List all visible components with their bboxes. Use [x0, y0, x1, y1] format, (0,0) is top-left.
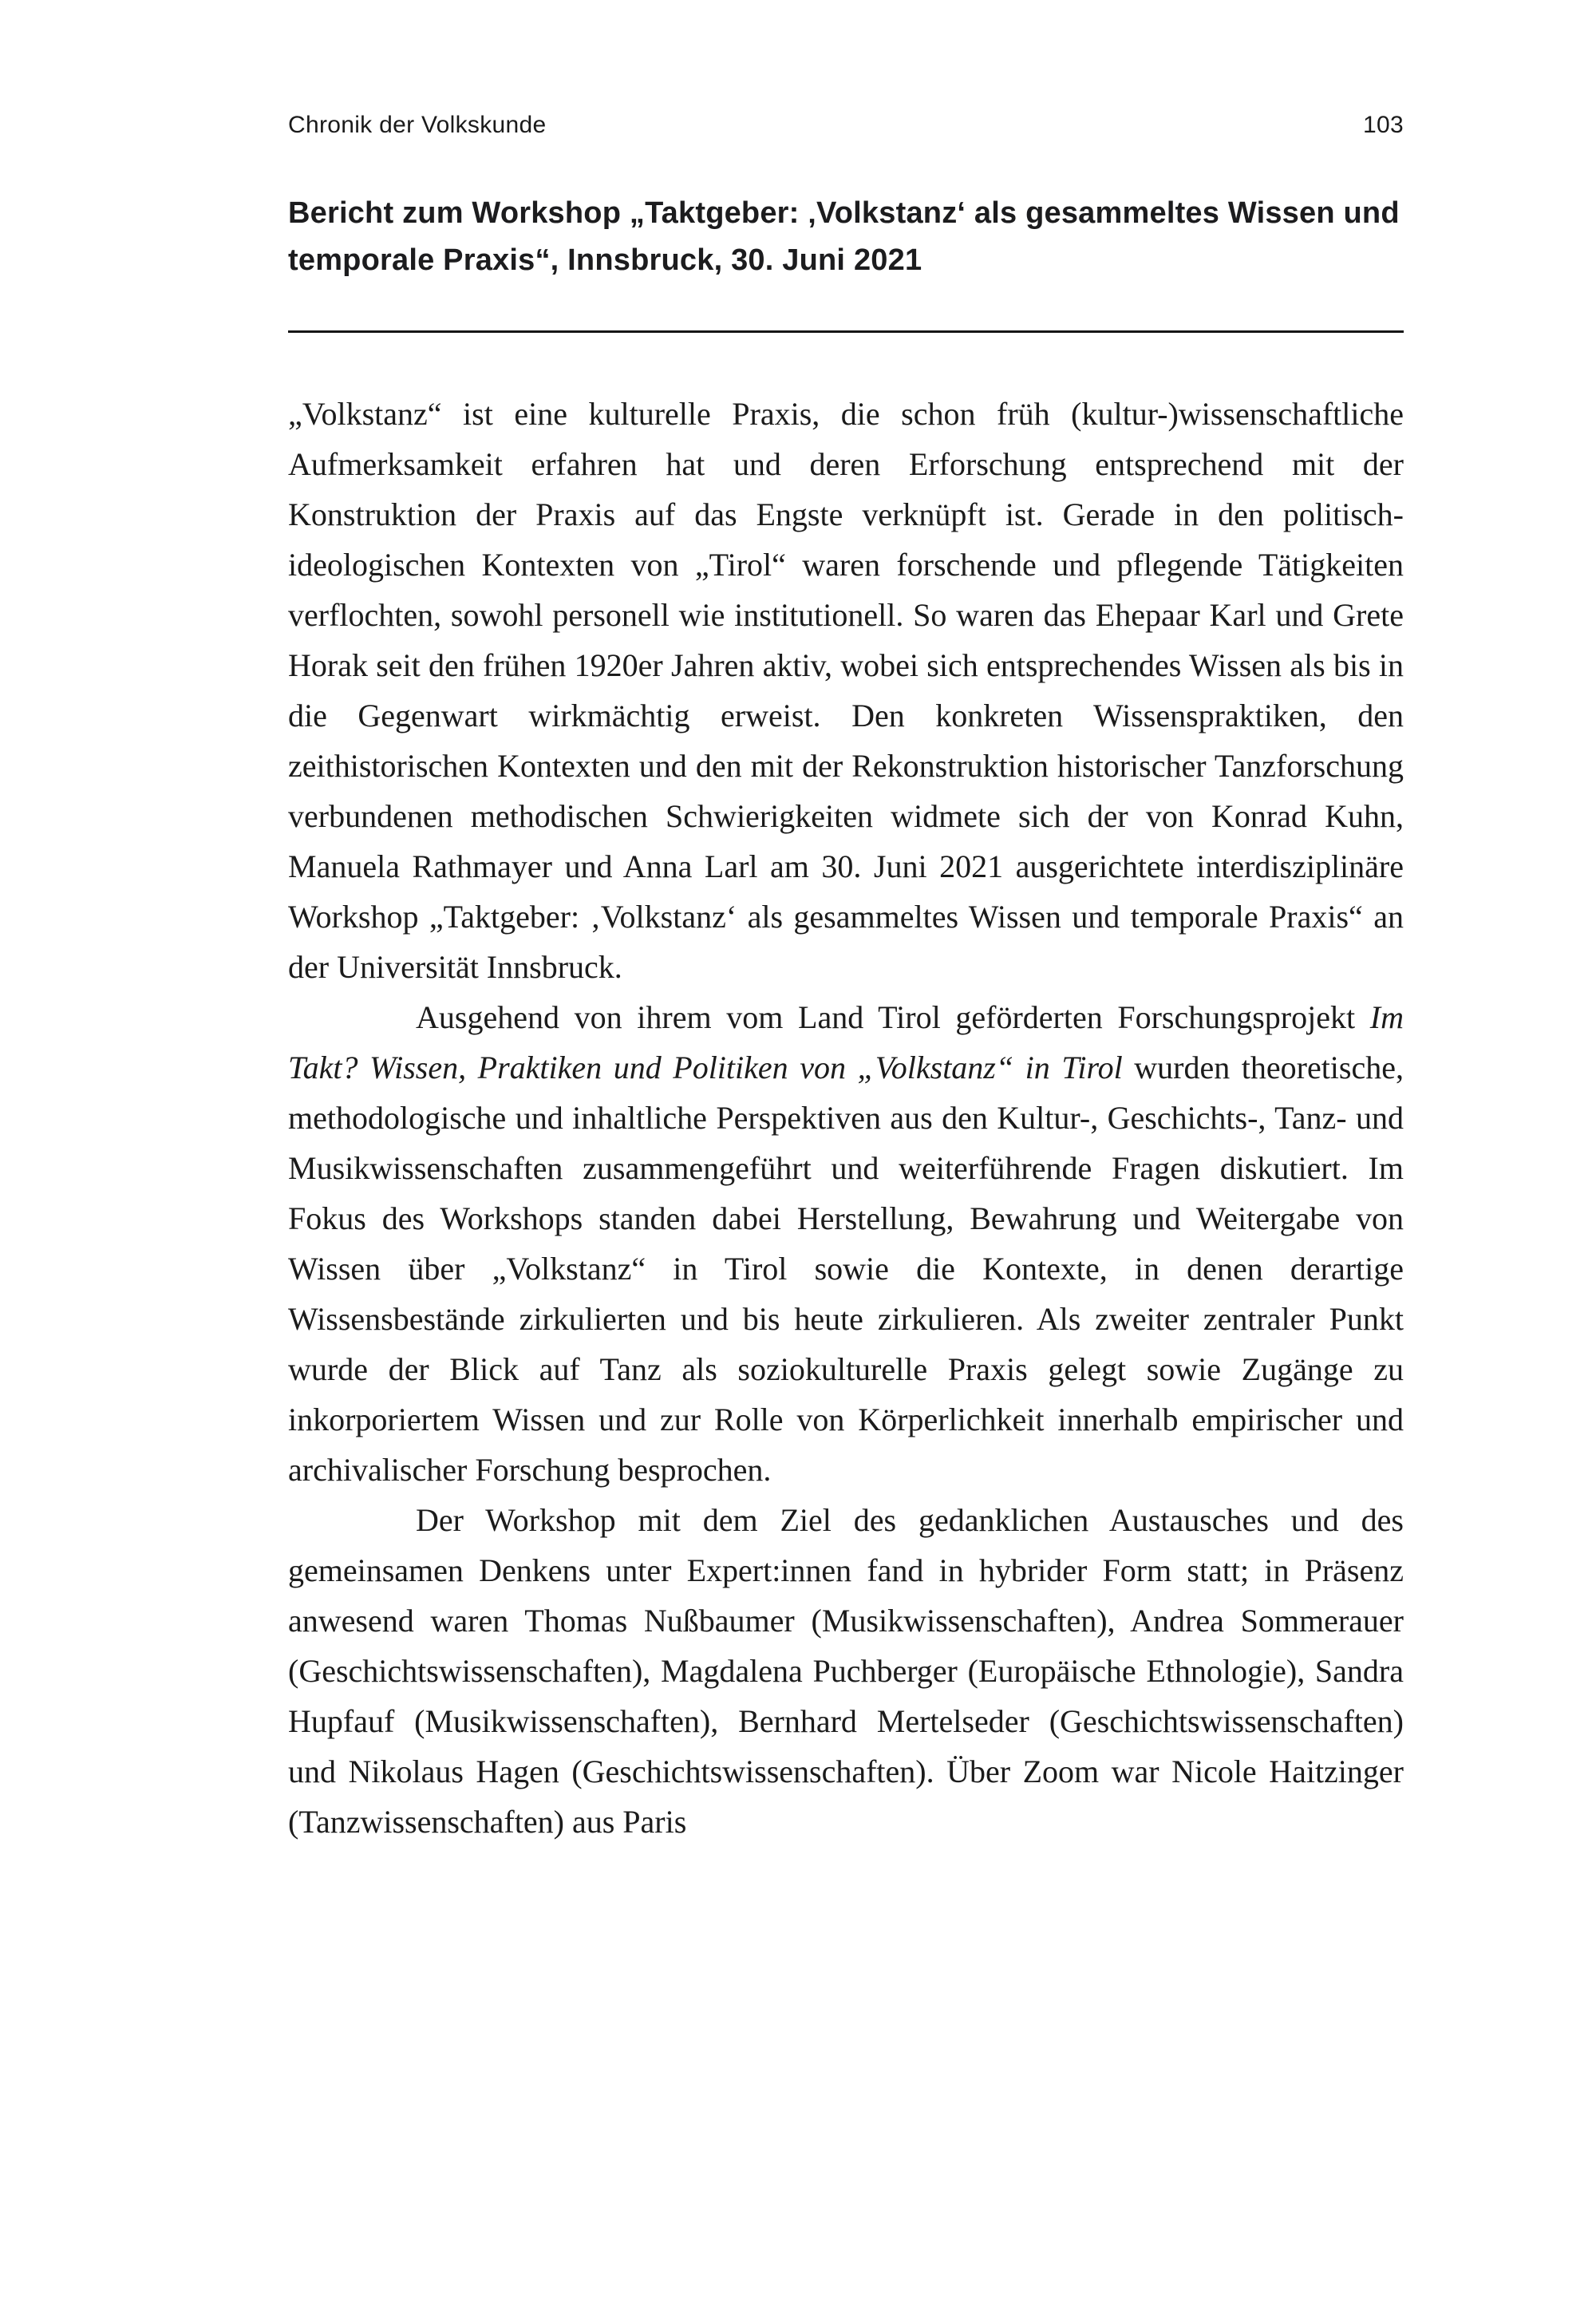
- text-segment: Der Workshop mit dem Ziel des gedanklichen Austausches und des gemeinsamen Denkens unter Expert:innen fand in hybrider Form statt; in Präsenz anwesend waren Thomas Nußbaumer (Musikwissenschaften), Andrea Sommerauer (Geschichtswissenschaften), Magdalena Puchberger (Europäische Ethnologie), Sandra Hupfauf (Musikwissenschaften), Bernhard Mertelseder (Geschichtswissenschaften) und Nikolaus Hagen (Geschichtswissenschaften). Über Zoom war Nicole Haitzinger (Tanzwissenschaften) aus Paris: [288, 1501, 1404, 1840]
- page-number: 103: [1363, 112, 1404, 138]
- running-header-title: Chronik der Volkskunde: [288, 112, 547, 138]
- article-body: [288, 389, 1404, 1847]
- text-segment: „Volkstanz“ ist eine kulturelle Praxis, die schon früh (kultur-)wissenschaftliche Aufmerksamkeit erfahren hat und deren Erforschung entsprechend mit der Konstruktion der Praxis auf das Engste verknüpft ist. Gerade in den politisch-ideologischen Kontexten von „Tirol“ waren forschende und pflegende Tätigkeiten verflochten, sowohl personell wie institutionell. So waren das Ehepaar Karl und Grete Horak seit den frühen 1920er Jahren aktiv, wobei sich entsprechendes Wissen als bis in die Gegenwart wirkmächtig erweist. Den konkreten Wissenspraktiken, den zeithistorischen Kontexten und den mit der Rekonstruktion historischer Tanzforschung verbundenen methodischen Schwierigkeiten widmete sich der von Konrad Kuhn, Manuela Rathmayer und Anna Larl am 30. Juni 2021 ausgerichtete interdisziplinäre Workshop „Taktgeber: ‚Volkstanz‘ als gesammeltes Wissen und temporale Praxis“ an der Universität Innsbruck.: [288, 395, 1404, 985]
- running-header: [288, 112, 1404, 139]
- paragraph: [288, 389, 1404, 992]
- text-segment: Ausgehend von ihrem vom Land Tirol geförderten Forschungsprojekt: [416, 998, 1370, 1035]
- article-title: Bericht zum Workshop „Taktgeber: ‚Volkstanz‘ als gesammeltes Wissen und temporale Praxis“, Innsbruck, 30. Juni 2021: [288, 196, 1400, 277]
- title-divider: [288, 330, 1404, 333]
- paragraph: [288, 992, 1404, 1495]
- text-segment-italic: Im Takt? Wissen, Praktiken und Politiken von „Volkstanz“ in Tirol: [288, 998, 1404, 1085]
- paragraph: [288, 1495, 1404, 1847]
- text-segment: wurden theoretische, methodologische und inhaltliche Perspektiven aus den Kultur-, Geschichts-, Tanz- und Musikwissenschaften zusammengeführt und weiterführende Fragen diskutiert. Im Fokus des Workshops standen dabei Herstellung, Bewahrung und Weitergabe von Wissen über „Volkstanz“ in Tirol sowie die Kontexte, in denen derartige Wissensbestände zirkulierten und bis heute zirkulieren. Als zweiter zentraler Punkt wurde der Blick auf Tanz als soziokulturelle Praxis gelegt sowie Zugänge zu inkorporiertem Wissen und zur Rolle von Körperlichkeit innerhalb empirischer und archivalischer Forschung besprochen.: [288, 1049, 1404, 1488]
